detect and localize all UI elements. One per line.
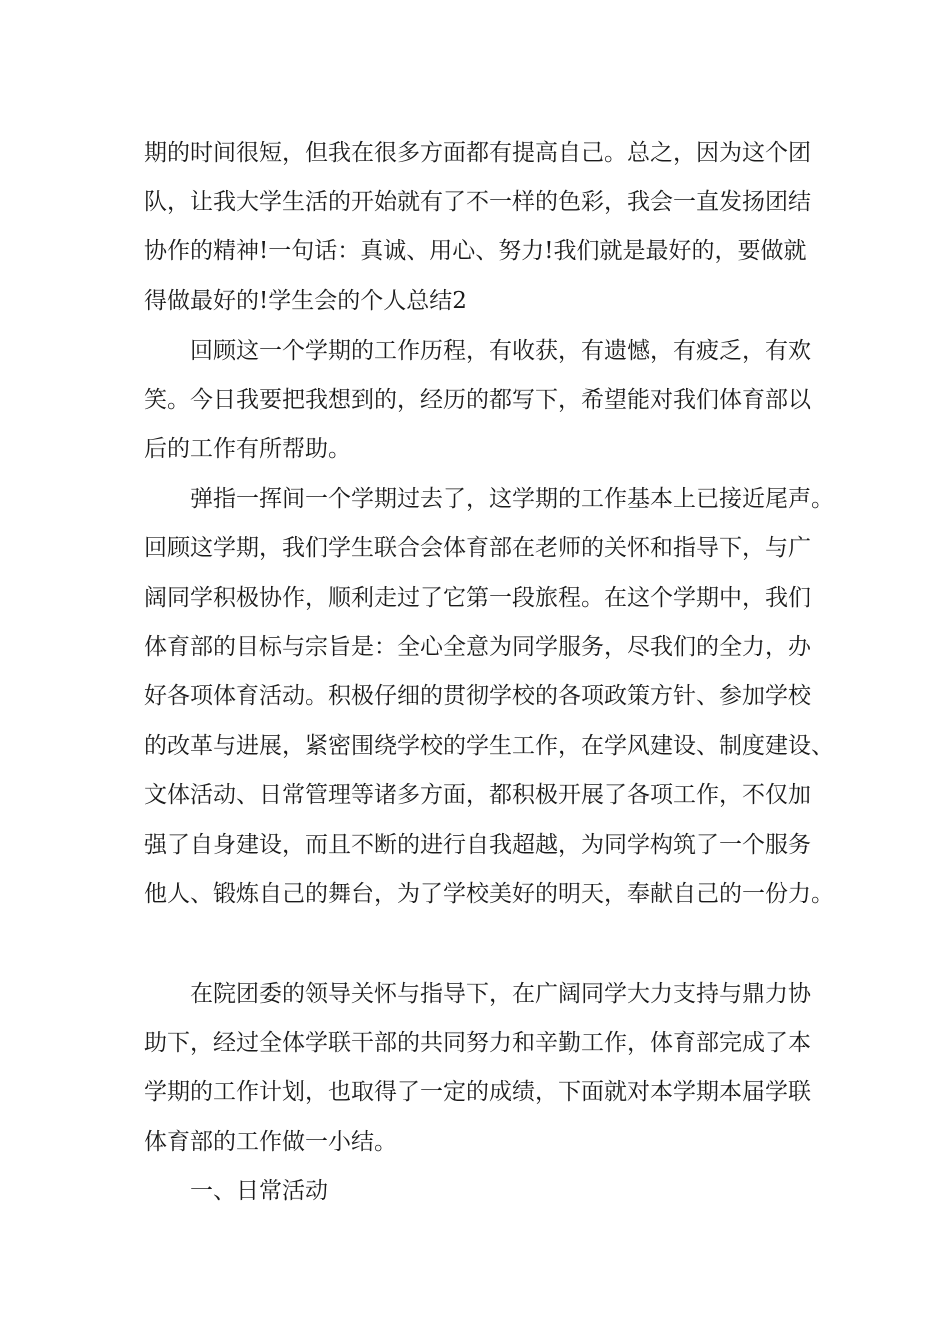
text-line: 得做最好的!学生会的个人总结2	[144, 288, 467, 314]
text-line: 后的工作有所帮助。	[144, 436, 351, 462]
text-line: 助下，经过全体学联干部的共同努力和辛勤工作，体育部完成了本	[144, 1030, 811, 1056]
text-line: 期的时间很短，但我在很多方面都有提高自己。总之，因为这个团	[144, 140, 811, 166]
text-line: 好各项体育活动。积极仔细的贯彻学校的各项政策方针、参加学校	[144, 683, 811, 709]
text-line: 协作的精神!一句话：真诚、用心、努力!我们就是最好的，要做就	[144, 238, 807, 264]
text-line: 阔同学积极协作，顺利走过了它第一段旅程。在这个学期中，我们	[144, 585, 811, 611]
text-line: 弹指一挥间一个学期过去了，这学期的工作基本上已接近尾声。	[190, 486, 834, 512]
text-line: 文体活动、日常管理等诸多方面，都积极开展了各项工作，不仅加	[144, 782, 811, 808]
section-heading: 一、日常活动	[190, 1178, 328, 1204]
text-line: 回顾这学期，我们学生联合会体育部在老师的关怀和指导下，与广	[144, 535, 811, 561]
text-line: 他人、锻炼自己的舞台，为了学校美好的明天，奉献自己的一份力。	[144, 881, 834, 907]
text-line: 队，让我大学生活的开始就有了不一样的色彩，我会一直发扬团结	[144, 189, 811, 215]
text-line: 笑。今日我要把我想到的，经历的都写下，希望能对我们体育部以	[144, 387, 811, 413]
text-line: 强了自身建设，而且不断的进行自我超越，为同学构筑了一个服务	[144, 832, 811, 858]
text-line: 的改革与进展，紧密围绕学校的学生工作，在学风建设、制度建设、	[144, 733, 834, 759]
text-line: 学期的工作计划，也取得了一定的成绩，下面就对本学期本届学联	[144, 1079, 811, 1105]
text-line: 在院团委的领导关怀与指导下，在广阔同学大力支持与鼎力协	[190, 981, 811, 1007]
text-line: 回顾这一个学期的工作历程，有收获，有遗憾，有疲乏，有欢	[190, 338, 811, 364]
text-line: 体育部的目标与宗旨是：全心全意为同学服务，尽我们的全力，办	[144, 634, 811, 660]
text-line: 体育部的工作做一小结。	[144, 1129, 397, 1155]
